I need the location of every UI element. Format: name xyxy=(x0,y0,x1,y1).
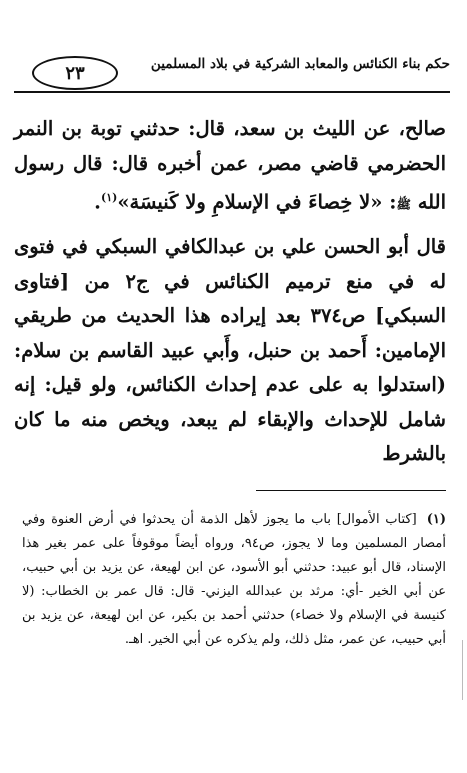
page-number-badge xyxy=(32,56,118,90)
paragraph-hadith xyxy=(14,112,446,222)
page-header xyxy=(14,48,450,92)
footnote-divider xyxy=(256,490,446,491)
page-edge-line xyxy=(462,640,463,700)
footnote-reference: (١) xyxy=(100,191,118,204)
running-title: حكم بناء الكنائس والمعابد الشركية في بلاد المسلمين xyxy=(150,56,450,72)
hadith-quote: : «لا خِصاءَ في الإسلامِ ولا كَنيسَة» xyxy=(117,190,397,214)
paragraph-hadith-text: صالح، عن الليث بن سعد، قال: حدثني توبة بن النمر الحضرمي قاضي مصر، عمن أخبره قال: قال رسول الله xyxy=(14,117,446,214)
footnote-text: [كتاب الأموال] باب ما يجوز لأهل الذمة أن يحدثوا في أرض العنوة وفي أمصار المسلمين وما لا يجوز، ص٩٤، ورواه أيضاً موقوفاً على عمر بغير هذا الإسناد، قال أبو عبيد: حدثني أبو الأسود، عن ابن لهيعة، عن يزيد بن أبي حبيب، عن أبي الخير -أي: مرثد بن عبدالله اليزني- قال: قال عمر بن الخطاب: (لا كنيسة في الإسلام ولا خصاء) حدثني أحمد بن بكير، عن ابن لهيعة، عن يزيد بن أبي حبيب، عن عمر، مثل ذلك، ولم يذكره عن أبي الخير. اهـ. xyxy=(22,512,447,647)
salutation-glyph: ﷺ xyxy=(396,197,411,212)
paragraph-hadith-end: . xyxy=(94,190,101,214)
page-number: ٢٣ xyxy=(65,62,85,84)
header-divider xyxy=(14,91,450,93)
paragraph-subki: قال أبو الحسن علي بن عبدالكافي السبكي في فتوى له في منع ترميم الكنائس في ج٢ من [فتاوى السبكي] ص٣٧٤ بعد إيراده هذا الحديث من طريقي الإمامين: أَحمد بن حنبل، وأَبي عبيد القاسم بن سلام: (استدلوا به على عدم إحداث الكنائس، ولو قيل: إنه شامل للإحداث والإبقاء لم يبعد، ويخص منه ما كان بالشرط xyxy=(14,235,447,465)
main-body xyxy=(14,112,446,472)
footnote-marker: (١) xyxy=(426,512,446,527)
footnote xyxy=(22,508,446,652)
